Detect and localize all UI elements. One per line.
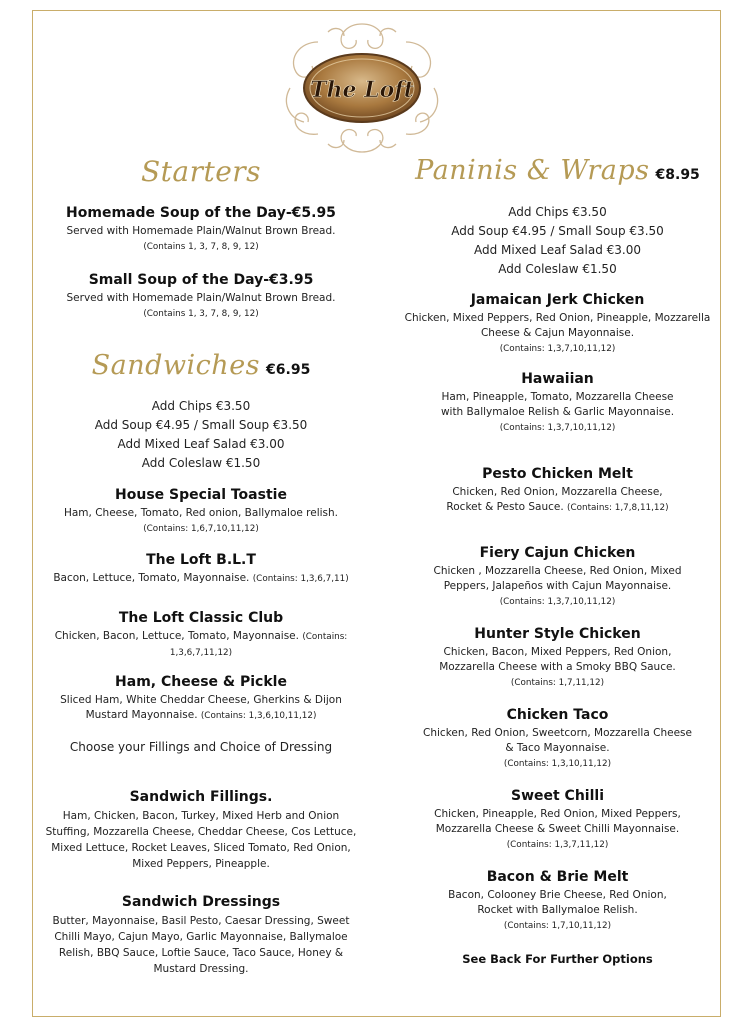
paninis-header xyxy=(395,155,720,186)
item-contains: (Contains: 1,7,10,11,12) xyxy=(503,921,612,931)
item-name: Ham, Cheese & Pickle xyxy=(115,674,287,690)
logo-text: The Loft xyxy=(310,77,414,103)
dressings-title: Sandwich Dressings xyxy=(121,894,281,910)
menu-item xyxy=(395,545,720,610)
menu-item xyxy=(36,205,366,255)
addon: Add Soup €4.95 / Small Soup €3.50 xyxy=(94,418,308,432)
item-contains: (Contains 1, 3, 7, 8, 9, 12) xyxy=(143,242,259,252)
item-name: Sweet Chilli xyxy=(510,788,604,804)
starters-heading: Starters xyxy=(140,155,262,188)
choose-note: Choose your Fillings and Choice of Dressing xyxy=(69,740,333,754)
menu-item xyxy=(395,466,720,516)
item-desc: Served with Homemade Plain/Walnut Brown Bread. xyxy=(66,292,336,304)
the-loft-logo xyxy=(278,18,446,158)
menu-item xyxy=(395,788,720,853)
item-contains: (Contains: 1,3,6,10,11,12) xyxy=(200,711,317,721)
menu-item xyxy=(36,674,366,724)
sandwiches-price: €6.95 xyxy=(266,362,311,378)
item-name: House Special Toastie xyxy=(115,487,287,503)
item-contains: (Contains: 1,3,7,10,11,12) xyxy=(499,423,616,433)
item-desc: Ham, Cheese, Tomato, Red onion, Ballymaloe relish. xyxy=(63,507,339,519)
fillings-title: Sandwich Fillings. xyxy=(129,789,273,805)
menu-item xyxy=(395,371,720,436)
item-name: Jamaican Jerk Chicken xyxy=(470,292,645,308)
item-contains: (Contains: 1,3,6,7,11,12) xyxy=(169,632,348,658)
sandwich-fillings xyxy=(36,789,366,872)
item-desc: Chicken, Red Onion, Sweetcorn, Mozzarella Cheese & Taco Mayonnaise. xyxy=(423,727,692,754)
menu-item xyxy=(36,487,366,537)
menu-item xyxy=(36,610,366,661)
item-contains: (Contains: 1,3,7,10,11,12) xyxy=(499,597,616,607)
addon: Add Chips €3.50 xyxy=(508,205,607,219)
item-desc: Chicken, Bacon, Lettuce, Tomato, Mayonnaise. xyxy=(54,630,299,642)
menu-item xyxy=(36,272,366,322)
item-desc: Bacon, Lettuce, Tomato, Mayonnaise. xyxy=(53,572,250,584)
item-desc: Chicken, Mixed Peppers, Red Onion, Pineapple, Mozzarella Cheese & Cajun Mayonnaise. xyxy=(404,312,711,339)
addon: Add Chips €3.50 xyxy=(151,399,251,413)
paninis-price: €8.95 xyxy=(655,167,700,183)
item-name: The Loft B.L.T xyxy=(146,552,256,568)
item-contains: (Contains: 1,7,8,11,12) xyxy=(567,503,669,513)
item-desc: Served with Homemade Plain/Walnut Brown Bread. xyxy=(66,225,336,237)
item-name: Fiery Cajun Chicken xyxy=(479,545,636,561)
menu-item xyxy=(395,707,720,772)
menu-item xyxy=(36,552,366,587)
item-contains: (Contains 1, 3, 7, 8, 9, 12) xyxy=(143,309,259,319)
item-name: Bacon & Brie Melt xyxy=(486,869,629,885)
item-desc: Chicken, Red Onion, Mozzarella Cheese, Rocket & Pesto Sauce. xyxy=(446,486,663,513)
item-name: Homemade Soup of the Day-€5.95 xyxy=(66,205,336,221)
addon: Add Mixed Leaf Salad €3.00 xyxy=(474,243,641,257)
menu-item xyxy=(395,292,720,357)
paninis-heading: Paninis & Wraps xyxy=(415,155,650,186)
item-desc: Ham, Pineapple, Tomato, Mozzarella Cheese with Ballymaloe Relish & Garlic Mayonnaise. xyxy=(440,391,675,418)
dressings-text: Butter, Mayonnaise, Basil Pesto, Caesar Dressing, Sweet Chilli Mayo, Cajun Mayo, Garlic Mayonnaise, Ballymaloe Relish, BBQ Sauce, Loftie Sauce, Taco Sauce, Honey & Mustard Dressing. xyxy=(52,915,350,975)
addon: Add Soup €4.95 / Small Soup €3.50 xyxy=(451,224,664,238)
item-desc: Sliced Ham, White Cheddar Cheese, Gherkins & Dijon Mustard Mayonnaise. xyxy=(60,694,342,721)
addon: Add Mixed Leaf Salad €3.00 xyxy=(117,437,285,451)
see-back-note: See Back For Further Options xyxy=(462,952,653,966)
item-desc: Chicken , Mozzarella Cheese, Red Onion, Mixed Peppers, Jalapeños with Cajun Mayonnaise. xyxy=(433,565,682,592)
addon: Add Coleslaw €1.50 xyxy=(141,456,261,470)
panini-addons xyxy=(395,203,720,279)
item-name: Small Soup of the Day-€3.95 xyxy=(88,272,314,288)
menu-item xyxy=(395,626,720,691)
item-contains: (Contains: 1,3,7,10,11,12) xyxy=(499,344,616,354)
sandwiches-header xyxy=(36,350,366,381)
item-name: Pesto Chicken Melt xyxy=(482,466,633,482)
item-desc: Chicken, Pineapple, Red Onion, Mixed Peppers, Mozzarella Cheese & Sweet Chilli Mayonnaise. xyxy=(434,808,681,835)
item-contains: (Contains: 1,3,10,11,12) xyxy=(503,759,612,769)
menu-item xyxy=(395,869,720,934)
item-contains: (Contains: 1,3,7,11,12) xyxy=(506,840,609,850)
item-contains: (Contains: 1,3,6,7,11) xyxy=(252,574,349,584)
item-desc: Chicken, Bacon, Mixed Peppers, Red Onion, Mozzarella Cheese with a Smoky BBQ Sauce. xyxy=(439,646,676,673)
item-name: Chicken Taco xyxy=(506,707,609,723)
item-contains: (Contains: 1,6,7,10,11,12) xyxy=(143,524,259,534)
item-name: Hunter Style Chicken xyxy=(474,626,641,642)
sandwich-addons xyxy=(36,397,366,473)
item-contains: (Contains: 1,7,11,12) xyxy=(510,678,605,688)
item-desc: Bacon, Colooney Brie Cheese, Red Onion, Rocket with Ballymaloe Relish. xyxy=(448,889,667,916)
sandwiches-heading: Sandwiches xyxy=(91,350,261,381)
addon: Add Coleslaw €1.50 xyxy=(498,262,617,276)
fillings-text: Ham, Chicken, Bacon, Turkey, Mixed Herb and Onion Stuffing, Mozzarella Cheese, Cheddar Cheese, Cos Lettuce, Mixed Lettuce, Rocket Leaves, Sliced Tomato, Red Onion, Mixed Peppers, Pineapple. xyxy=(45,810,357,870)
item-name: Hawaiian xyxy=(521,371,594,387)
item-name: The Loft Classic Club xyxy=(118,610,284,626)
sandwich-dressings xyxy=(36,894,366,977)
